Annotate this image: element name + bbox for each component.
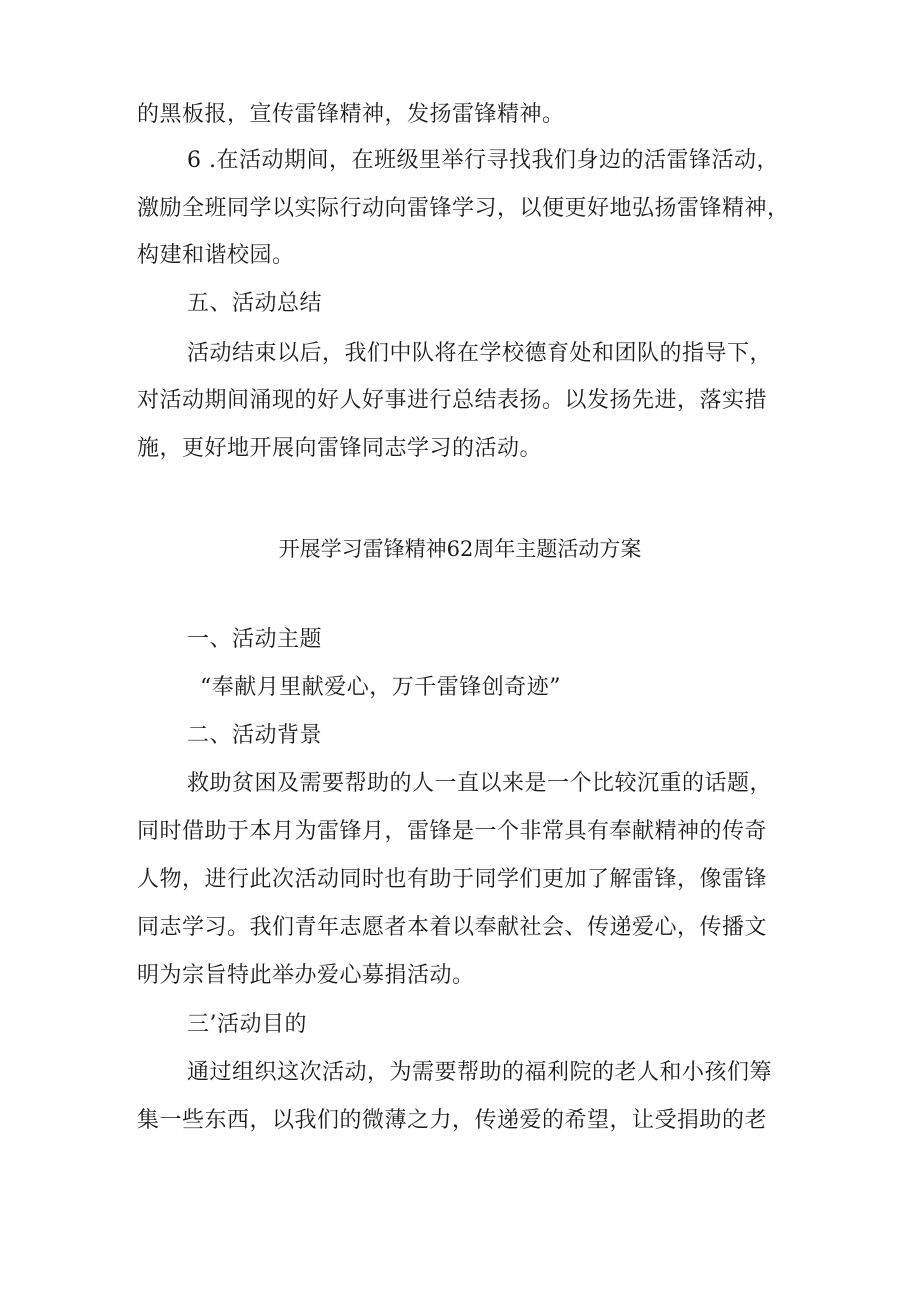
paragraph-line: 同志学习。我们青年志愿者本着以奉献社会、传递爱心，传播文 [137, 915, 768, 940]
paragraph-line: 对活动期间涌现的好人好事进行总结表扬。以发扬先进，落实措 [137, 388, 768, 413]
paragraph-line: 救助贫困及需要帮助的人一直以来是一个比较沉重的话题， [187, 771, 773, 796]
paragraph-line: 6 .在活动期间，在班级里举行寻找我们身边的活雷锋活动， [187, 148, 779, 173]
paragraph-line: 明为宗旨特此举办爱心募捐活动。 [137, 963, 475, 988]
section-heading-summary: 五、活动总结 [187, 291, 323, 316]
paragraph-line: 施，更好地开展向雷锋同志学习的活动。 [137, 436, 543, 461]
section-heading-theme: 一、活动主题 [187, 627, 323, 652]
document-title: 开展学习雷锋精神62周年主题活动方案 [278, 537, 642, 561]
section-heading-background: 二、活动背景 [187, 723, 323, 748]
paragraph-line: 同时借助于本月为雷锋月，雷锋是一个非常具有奉献精神的传奇 [137, 819, 768, 844]
section-heading-purpose: 三’活动目的 [187, 1012, 307, 1037]
paragraph-line: 的黑板报，宣传雷锋精神，发扬雷锋精神。 [137, 102, 565, 127]
paragraph-line: 构建和谐校园。 [137, 243, 295, 268]
paragraph-line: 激励全班同学以实际行动向雷锋学习，以便更好地弘扬雷锋精神， [137, 196, 790, 221]
paragraph-line: 活动结束以后，我们中队将在学校德育处和团队的指导下， [187, 341, 773, 366]
paragraph-line: 通过组织这次活动，为需要帮助的福利院的老人和小孩们筹 [187, 1060, 773, 1085]
paragraph-line: 人物，进行此次活动同时也有助于同学们更加了解雷锋，像雷锋 [137, 867, 768, 892]
paragraph-line: 集一些东西，以我们的微薄之力，传递爱的希望，让受捐助的老 [137, 1108, 768, 1133]
theme-quote: “奉献月里献爱心，万千雷锋创奇迹” [200, 675, 561, 700]
